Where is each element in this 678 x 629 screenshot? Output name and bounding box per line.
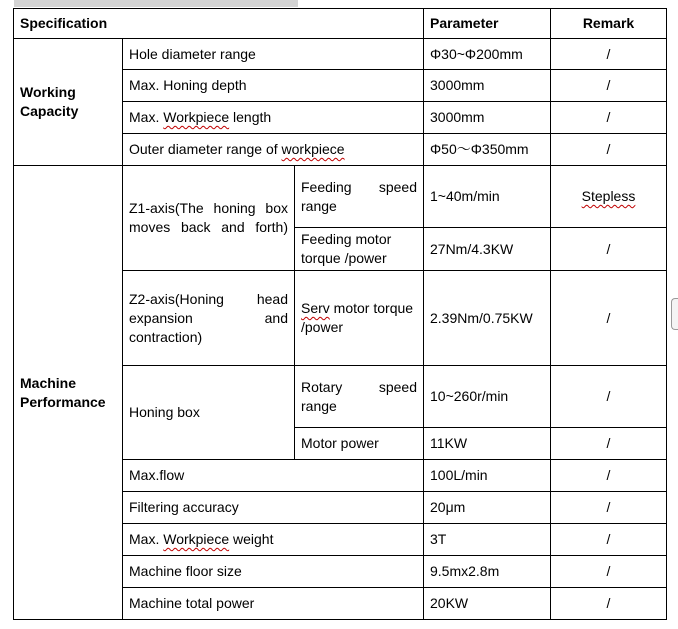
label-part: length — [229, 109, 272, 125]
sub-spec-label — [295, 271, 424, 366]
parameter-value: 3000mm — [424, 102, 551, 134]
label-part: Max. — [129, 109, 164, 125]
spec-label — [123, 524, 424, 556]
remark-value: / — [551, 271, 667, 366]
top-scroll-bar[interactable] — [14, 0, 298, 7]
spec-label: Machine floor size — [123, 556, 424, 588]
parameter-value: Φ30~Φ200mm — [424, 39, 551, 70]
label-part: Workpiece — [163, 531, 230, 547]
honing-box-label: Honing box — [123, 366, 295, 460]
spec-label: Filtering accuracy — [123, 492, 424, 524]
sub-spec-label: Rotary speed range — [295, 366, 424, 428]
header-parameter: Parameter — [424, 9, 551, 39]
parameter-value: 20KW — [424, 588, 551, 620]
parameter-value: 11KW — [424, 428, 551, 460]
label-part: weight — [229, 531, 274, 547]
remark-value: / — [551, 460, 667, 492]
remark-value: / — [551, 556, 667, 588]
scroll-handle[interactable] — [671, 298, 678, 330]
remark-value — [551, 166, 667, 228]
spec-label: Machine total power — [123, 588, 424, 620]
remark-value: / — [551, 366, 667, 428]
label-part: Max. — [129, 531, 164, 547]
z2-axis-label: Z2-axis(Honing head expansion and contraction) — [123, 271, 295, 366]
label-part: Outer diameter range of — [129, 141, 282, 157]
parameter-value: 1~40m/min — [424, 166, 551, 228]
table-row — [14, 39, 667, 70]
remark-value: / — [551, 428, 667, 460]
z1-axis-label: Z1-axis(The honing box moves back and forth) — [123, 166, 295, 271]
parameter-value: 27Nm/4.3KW — [424, 228, 551, 271]
parameter-value: Φ50～Φ350mm — [424, 134, 551, 166]
category-working-capacity: Working Capacity — [14, 39, 123, 166]
sub-spec-label: Feeding speed range — [295, 166, 424, 228]
spec-label: Max. Honing depth — [123, 70, 424, 102]
spec-label: Hole diameter range — [123, 39, 424, 70]
remark-value: / — [551, 134, 667, 166]
remark-value: / — [551, 588, 667, 620]
remark-value: / — [551, 228, 667, 271]
spec-label — [123, 102, 424, 134]
parameter-value: 10~260r/min — [424, 366, 551, 428]
specification-table — [13, 8, 667, 620]
sub-spec-label: Feeding motor torque /power — [295, 228, 424, 271]
parameter-value: 100L/min — [424, 460, 551, 492]
category-machine-performance: Machine Performance — [14, 166, 123, 620]
label-part: Workpiece — [163, 109, 230, 125]
table-row — [14, 166, 667, 228]
label-part: Serv — [301, 300, 330, 316]
parameter-value: 3000mm — [424, 70, 551, 102]
remark-value: / — [551, 39, 667, 70]
parameter-value: 20μm — [424, 492, 551, 524]
parameter-value: 2.39Nm/0.75KW — [424, 271, 551, 366]
parameter-value: 3T — [424, 524, 551, 556]
remark-value: / — [551, 524, 667, 556]
spec-label — [123, 134, 424, 166]
header-row — [14, 9, 667, 39]
header-specification: Specification — [14, 9, 424, 39]
header-remark: Remark — [551, 9, 667, 39]
parameter-value: 9.5mx2.8m — [424, 556, 551, 588]
spec-label: Max.flow — [123, 460, 424, 492]
remark-value: / — [551, 492, 667, 524]
label-part: workpiece — [281, 141, 345, 157]
remark-value: / — [551, 70, 667, 102]
remark-value: / — [551, 102, 667, 134]
remark-text: Stepless — [581, 188, 636, 204]
sub-spec-label: Motor power — [295, 428, 424, 460]
label-part: motor torque /power — [301, 300, 414, 335]
